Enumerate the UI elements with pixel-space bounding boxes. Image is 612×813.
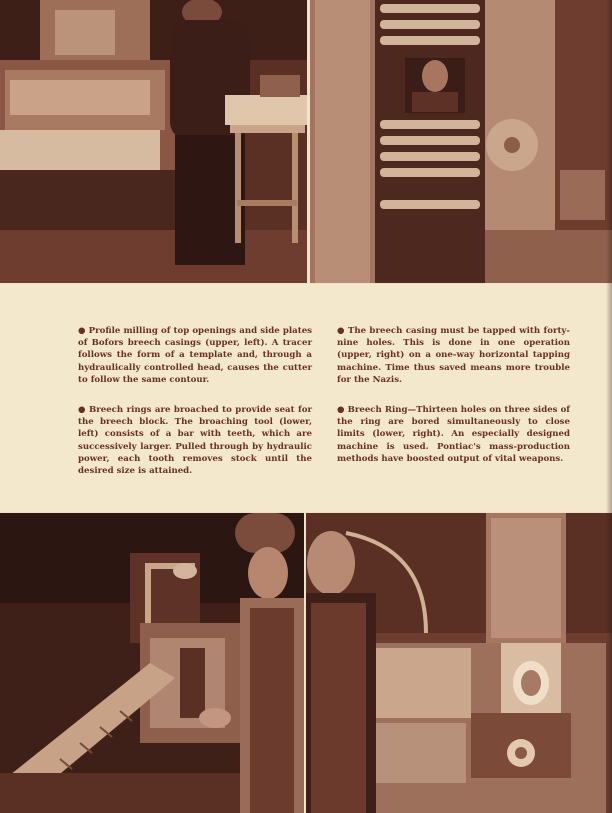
bullet-icon: ● bbox=[337, 405, 345, 415]
caption-breech-casing-tapping: ● The breech casing must be tapped with forty-nine holes. This is done in one operation (upper, right) on a one-way horizontal tapping machine. Time thus saved means more trouble for the Nazis. bbox=[337, 326, 570, 385]
caption-breech-rings-broaching: ● Breech rings are broached to provide seat for the breech block. The broaching tool (lower, left) consists of a bar with teeth, which are successively larger. Pulled through by hydraulic power, each tooth removes stock until the desired size is attained. bbox=[78, 405, 312, 477]
photo-broaching-machine bbox=[0, 513, 304, 813]
caption-breech-ring-boring: ● Breech Ring—Thirteen holes on three sides of the ring are bored simultaneously to close limits (lower, right). An especially designed machine is used. Pontiac's mass-production methods have boosted output of vital weapons. bbox=[337, 405, 570, 464]
bullet-icon: ● bbox=[78, 326, 86, 336]
photo-gutter-top bbox=[307, 0, 310, 283]
photo-gutter-bottom bbox=[304, 513, 306, 813]
page-edge-shadow bbox=[606, 0, 612, 813]
photo-tapping-machine bbox=[310, 0, 612, 283]
photo-boring-machine bbox=[306, 513, 612, 813]
caption-panel bbox=[0, 284, 612, 512]
bullet-icon: ● bbox=[78, 405, 86, 415]
photo-profile-milling bbox=[0, 0, 307, 283]
caption-profile-milling: ● Profile milling of top openings and side plates of Bofors breech casings (upper, left). A tracer follows the form of a template and, through a hydraulically controlled head, causes the cutter to follow the same contour. bbox=[78, 326, 313, 385]
bullet-icon: ● bbox=[337, 326, 345, 336]
